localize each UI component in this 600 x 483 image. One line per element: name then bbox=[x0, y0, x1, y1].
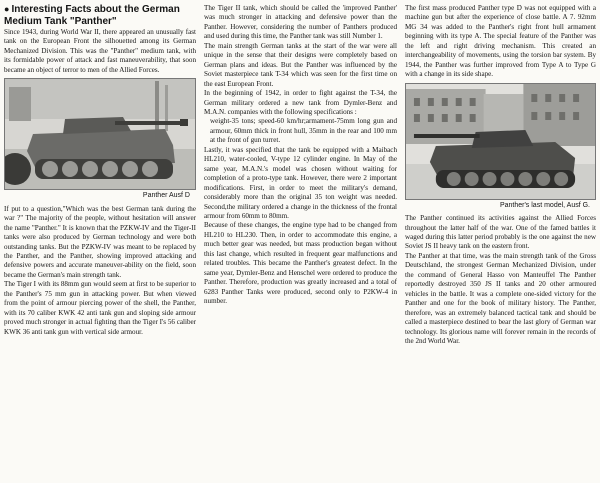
panther-ausf-d-illustration bbox=[5, 79, 195, 189]
column-3 bbox=[405, 4, 596, 346]
paragraph-gross-deutschland: The Panther at that time, was the main strength tank of the Gross Deutschland, the strongest German Mechanized Division, under the command of General Hasso von Manteuffel The Panther reportedly destroyed 350 JS II tanks and 20 other armoured vehicles in the battle. It was a complete one-sided victory for the Panther and one for the book of military history. The Panther, therefore, was an extremely balanced tactical tank and should be called a masterpiece destined to bear the last glory of German war technology. Its glorious name will forever remain in the records of the 2nd World War. bbox=[405, 251, 596, 345]
panther-ausf-g-illustration bbox=[406, 84, 595, 199]
bullet-icon: ● bbox=[4, 4, 10, 14]
paragraph-engine: Lastly, it was specified that the tank be equipped with a Maibach HL210, water-cooled, V-type 12 cylinder engine. In May of the same year, M.A.N.'s model was chosen without waiting for completion of a proto-type tank. However, there were 2 important modifications. First, in order to meet the military's demand, considerably more than the original 35 ton weight was needed. Second,the military ordered a change in the thickness of the frontal armour from 60mm to 80mm. bbox=[204, 145, 397, 220]
paragraph-production: Because of these changes, the engine type had to be changed from HL210 to HL230. Then, in order to accommodate this engine, a much better gear was needed, but mass production began without this last change, which resulted in frequent gear malfunctions and related troubles. This became the Panther's greatest defect. In the same year, Dymler-Benz and Henschel were ordered to produce the Panther. Therefore, production was greatly increased and a total of 6283 Panther Tanks were produced, second only to P2KW-4 in number. bbox=[204, 221, 397, 306]
paragraph-specifications: weight-35 tons; speed-60 km/hr;armament-75mm long gun and armour, 60mm thick in front hull, 35mm in the rear and 100 mm at the front of gun turret. bbox=[210, 117, 397, 145]
paragraph-best-tank: If put to a question,"Which was the best German tank during the war ?" The majority of the people, without hesitation will answer the name "Panther." It is known that the PZKW-IV and the Tiger-II tanks were also produced by German technology and were both outstanding tanks. But the PZKW-IV was meant to be replaced by the Panther, and the Panther, showing improved attacking and defensive powers and accurate maneuver-ability on the field, soon became the German's main strength tank. bbox=[4, 204, 196, 279]
paragraph-design: The main strength German tanks at the start of the war were all unique in the sense that their designs were completely based on German plans and ideas. But the Panther was influenced by the Soviet masterpiece tank T-34 which was seen for the first time on the east European Front. bbox=[204, 41, 397, 88]
panther-ausf-d-photo bbox=[4, 78, 196, 190]
intro-paragraph: Since 1943, during World War II, there appeared an unusually fast tank on the European Front the silhouetted among its German Mechanized Division. This was the "Panther" medium tank, with its formidable power of attack and fast maneuverability, that soon became an object of terror to men of the Allied Forces. bbox=[4, 28, 196, 74]
paragraph-tiger-comparison: The Tiger I with its 88mm gun would seem at first to be superior to the Panther's 75 mm gun in attacking power. But when viewed from the point of armour piercing power of the shell, the Panther, with its 70 caliber KWK 42 anti tank gun and sloping side armour proved much stronger in actual fighting than the Tiger I's 56 caliber KWK 36 anti tank gun with vertical side armour. bbox=[4, 280, 196, 336]
paragraph-1942-order: In the beginning of 1942, in order to fight against the T-34, the German military ordered a new tank from Dymler-Benz and M.A.N. companies with the following specifications : bbox=[204, 89, 397, 116]
column-2 bbox=[204, 4, 397, 307]
article-title bbox=[4, 4, 196, 27]
column-1 bbox=[4, 4, 196, 337]
photo-1-caption: Panther Ausf D bbox=[142, 192, 190, 200]
paragraph-allied-forces: The Panther continued its activities against the Allied Forces throughout the latter half of the war. One of the famed battles it waged during this latter period probably is the one against the new Soviet JS II heavy tank on the eastern front. bbox=[405, 214, 596, 251]
paragraph-tiger-ii: The Tiger II tank, which should be called the 'improved Panther' was much stronger in attacking and defensive power than the Panther. However, considering the number of Panthers produced and used during this time, the Panther tank was still Number 1. bbox=[204, 4, 397, 41]
title-line-2: Medium Tank "Panther" bbox=[4, 15, 117, 27]
paragraph-type-d: The first mass produced Panther type D was not equipped with a machine gun but after the experience of close battle. A 7. 92mm MG 34 was added to the Panther's right front hull armament beginning with its type A. The special feature of the Panther was the left and right driving mechanism. This created an interchangeability of movements, using the torsion bar system. By 1944, the Panther was further improved from Type A to Type G with a change in its side shape. bbox=[405, 4, 596, 79]
panther-ausf-g-photo bbox=[405, 83, 596, 200]
photo-2-caption: Panther's last model, Ausf G. bbox=[499, 201, 590, 209]
title-line-1: Interesting Facts about the German bbox=[11, 4, 180, 15]
